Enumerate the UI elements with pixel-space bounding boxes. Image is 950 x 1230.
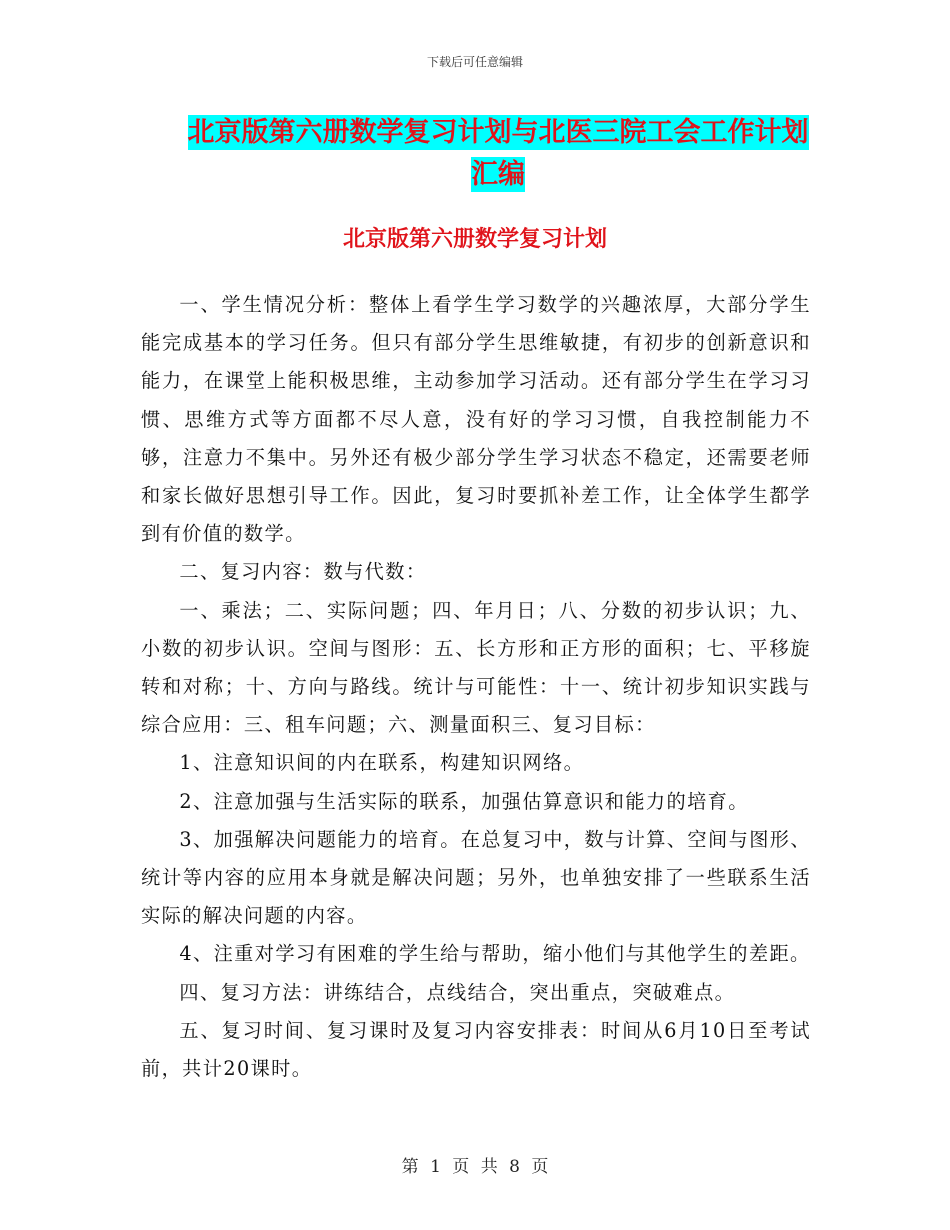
section-title: 北京版第六册数学复习计划 bbox=[342, 226, 607, 252]
body-text bbox=[141, 286, 811, 1088]
header-note: 下载后可任意编辑 bbox=[426, 55, 523, 69]
document-title-line-1: 北京版第六册数学复习计划与北医三院工会工作计划 bbox=[187, 117, 809, 148]
paragraph: 五、复习时间、复习课时及复习内容安排表：时间从6月10日至考试前，共计20课时。 bbox=[141, 1018, 811, 1081]
paragraph: 3、加强解决问题能力的培育。在总复习中，数与计算、空间与图形、统计等内容的应用本身就是解决问题；另外，也单独安排了一些联系生活实际的解决问题的内容。 bbox=[141, 827, 811, 928]
paragraph: 四、复习方法：讲练结合，点线结合，突出重点，突破难点。 bbox=[179, 980, 736, 1004]
document-title-line-2: 汇编 bbox=[471, 159, 525, 190]
paragraph: 2、注意加强与生活实际的联系，加强估算意识和能力的培育。 bbox=[179, 789, 749, 813]
page-number: 第 1 页 共 8 页 bbox=[401, 1157, 549, 1177]
paragraph: 二、复习内容：数与代数： bbox=[179, 560, 427, 584]
paragraph: 一、乘法；二、实际问题；四、年月日；八、分数的初步认识；九、小数的初步认识。空间与图形：五、长方形和正方形的面积；七、平移旋转和对称；十、方向与路线。统计与可能性：十一、统计初步知识实践与综合应用：三、租车问题；六、测量面积三、复习目标： bbox=[141, 598, 811, 737]
paragraph: 一、学生情况分析：整体上看学生学习数学的兴趣浓厚，大部分学生能完成基本的学习任务。但只有部分学生思维敏捷，有初步的创新意识和能力，在课堂上能积极思维，主动参加学习活动。还有部分学生在学习习惯、思维方式等方面都不尽人意，没有好的学习习惯，自我控制能力不够，注意力不集中。另外还有极少部分学生学习状态不稳定，还需要老师和家长做好思想引导工作。因此，复习时要抓补差工作，让全体学生都学到有价值的数学。 bbox=[141, 293, 811, 546]
document-title bbox=[140, 112, 856, 196]
paragraph: 4、注重对学习有困难的学生给与帮助，缩小他们与其他学生的差距。 bbox=[179, 942, 811, 966]
paragraph: 1、注意知识间的内在联系，构建知识网络。 bbox=[179, 751, 585, 775]
